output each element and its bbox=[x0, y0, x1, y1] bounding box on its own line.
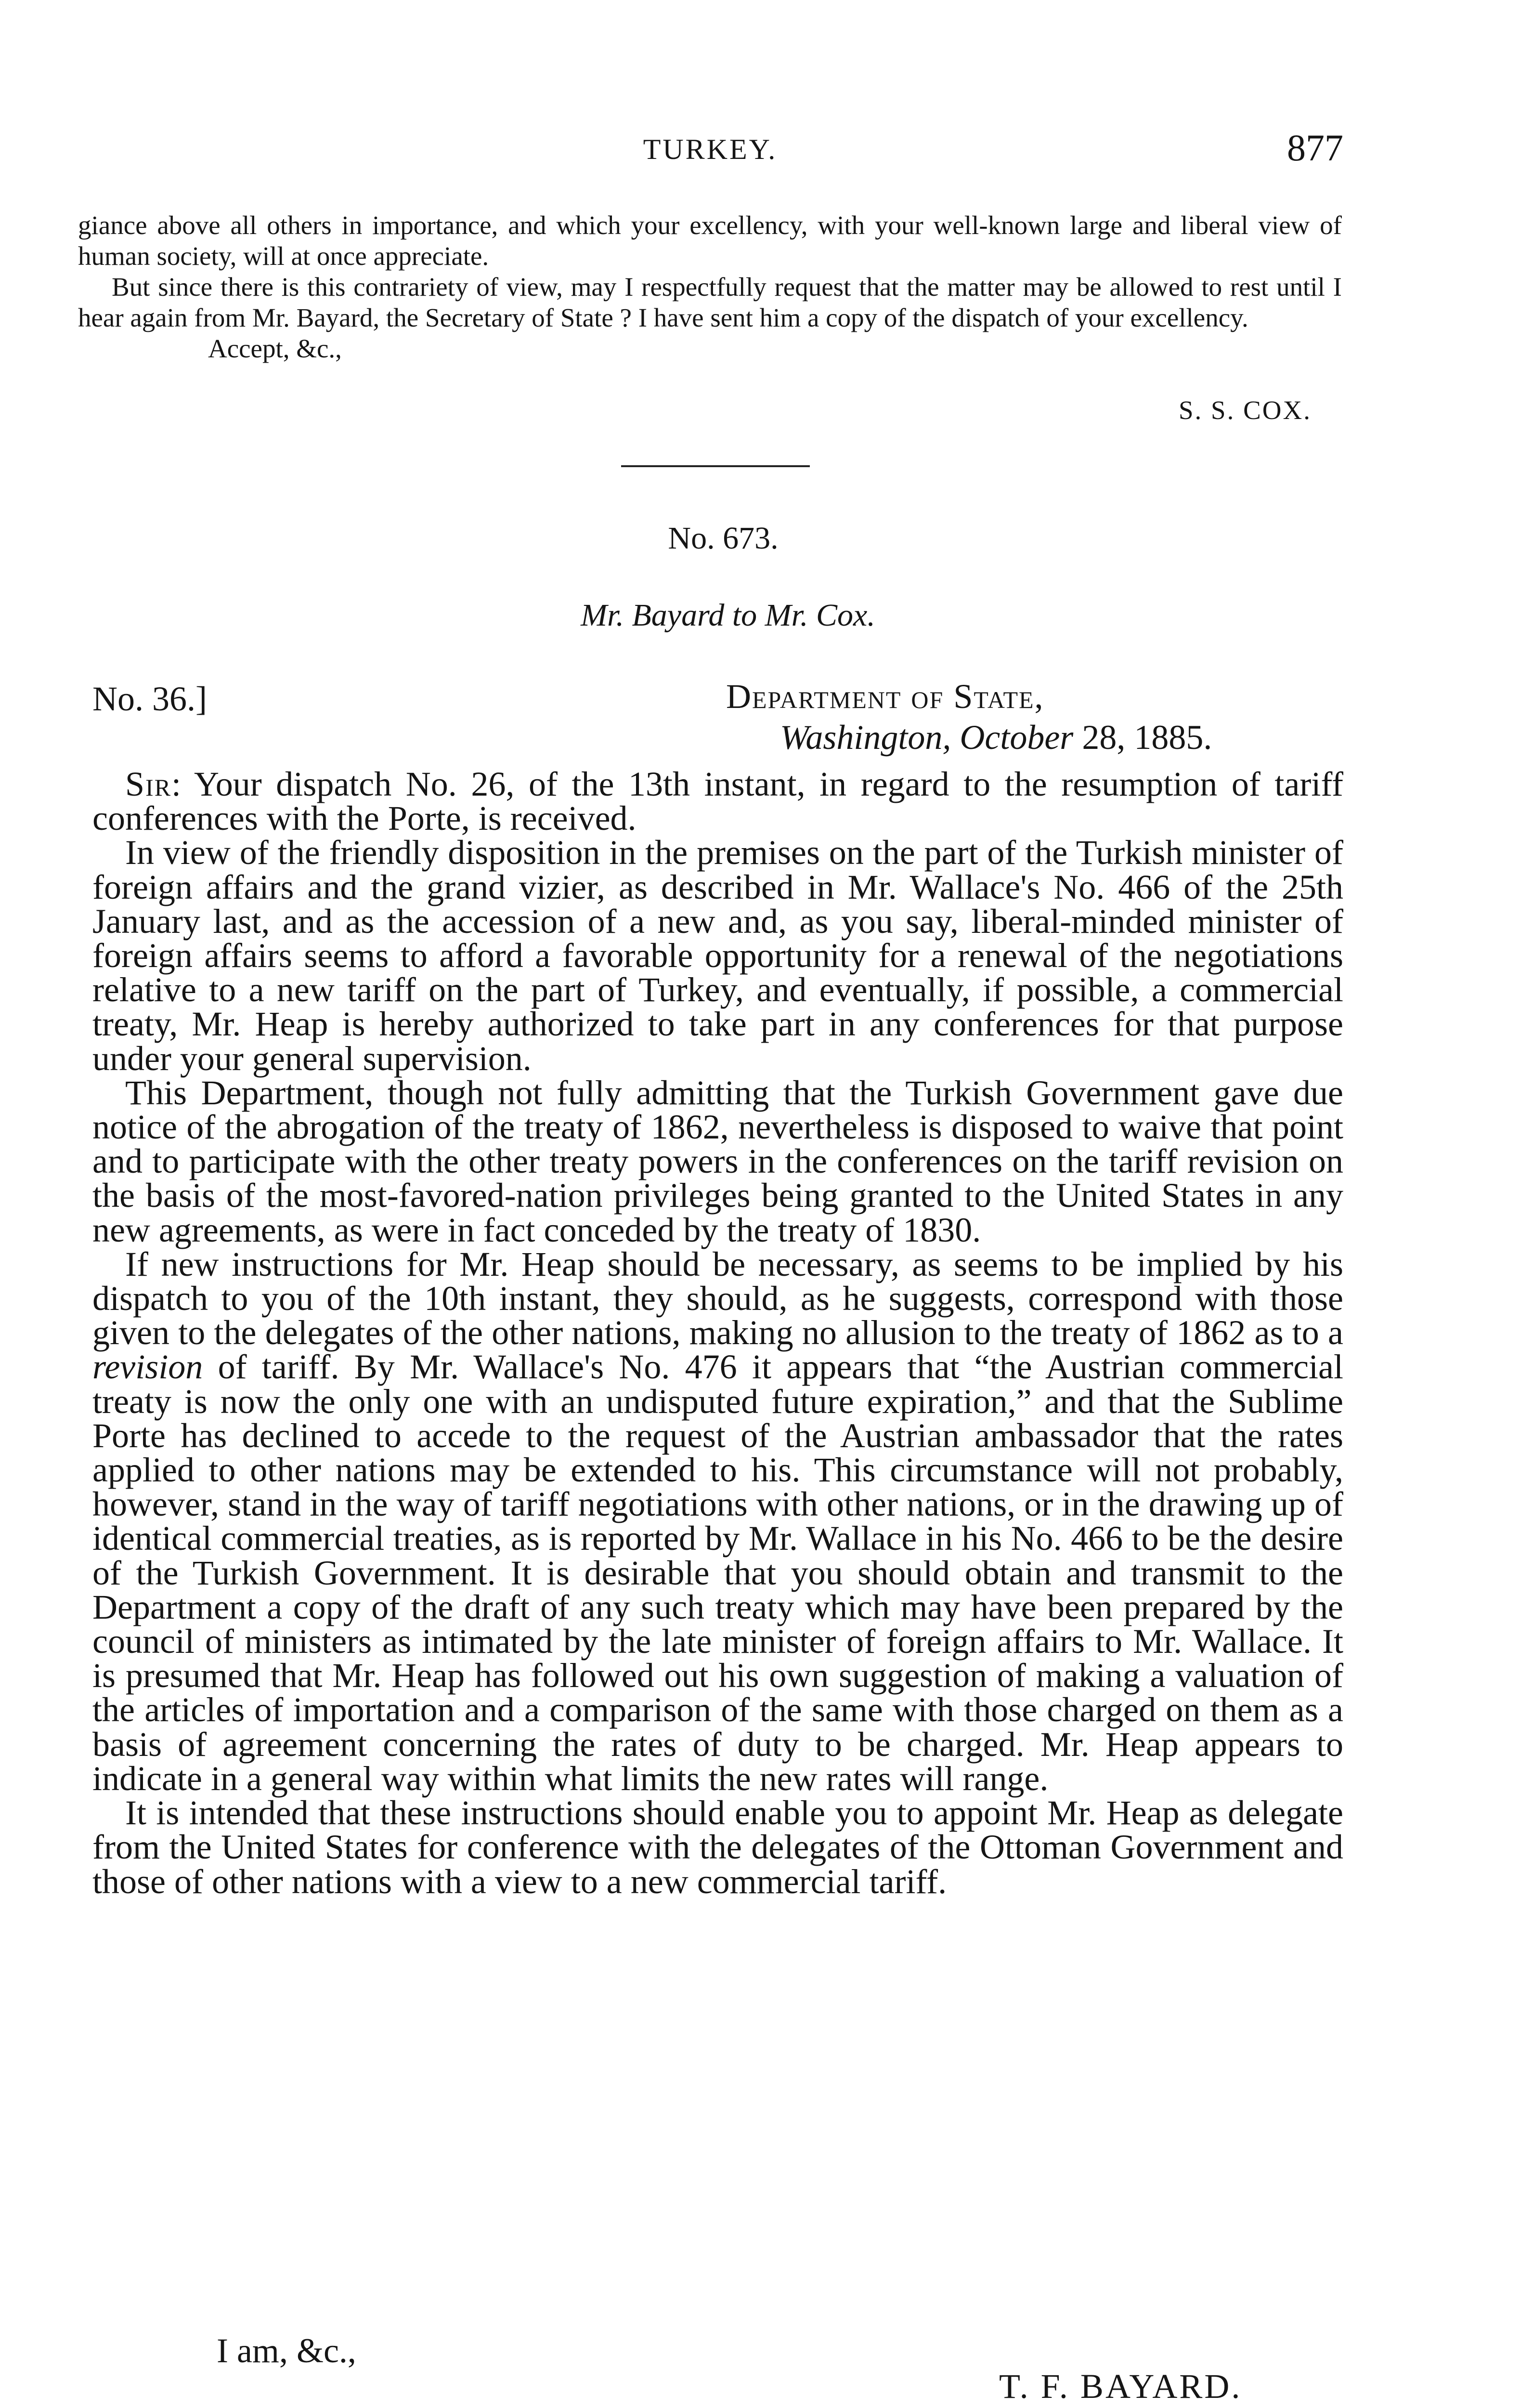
running-title: TURKEY. bbox=[643, 133, 778, 165]
previous-letter-paragraph: But since there is this contrariety of view, may I respectfully request that the matter may be allowed to rest until I hear again from Mr. Bayard, the Secretary of State ? I have sent him a copy of the dispatch of your excellency. bbox=[78, 272, 1342, 332]
italic-word: revision bbox=[92, 1348, 203, 1387]
document-subtitle: Mr. Bayard to Mr. Cox. bbox=[581, 598, 875, 633]
body-text: of tariff. By Mr. Wallace's No. 476 it appears that “the Austrian commercial treaty is now the only one with an undisputed future expiration,” and that the Sublime Porte has declined to accede to the request of the Austrian ambassador that the rates applied to other nations may be extended to his. This circumstance will not probably, however, stand in the way of tariff negotiations with other nations, or in the drawing up of identical commercial treaties, as is reported by Mr. Wallace in his No. 466 to be the desire of the Turkish Government. It is desirable that you should obtain and transmit to the Department a copy of the draft of any such treaty which may have been prepared by the council of ministers as intimated by the late minister of foreign affairs to Mr. Wallace. It is presumed that Mr. Heap has followed out his own suggestion of making a valuation of the articles of importation and a comparison of the same with those charged on them as a basis of agreement concerning the rates of duty to be charged. Mr. Heap appears to indicate in a general way within what limits the new rates will range. bbox=[92, 1348, 1343, 1798]
place: Washington, October bbox=[780, 718, 1074, 757]
body-paragraph: In view of the friendly disposition in the premises on the part of the Turkish minister of foreign affairs and the grand vizier, as described in Mr. Wallace's No. 466 of the 25th January last, and as the accession of a new and, as you say, liberal-minded minister of foreign affairs seems to afford a favorable opportunity for a renewal of the negotiations relative to a new tariff on the part of Turkey, and eventually, if possible, a commercial treaty, Mr. Heap is hereby authorized to take part in any conferences for that purpose under your general supervision. bbox=[92, 833, 1343, 1078]
body-paragraph: It is intended that these instructions should enable you to appoint Mr. Heap as delegate from the United States for conference with the delegates of the Ottoman Government and those of other nations with a view to a new commercial tariff. bbox=[92, 1793, 1343, 1901]
previous-letter-closing: Accept, &c., bbox=[208, 334, 342, 363]
letter-body bbox=[92, 767, 1343, 1899]
body-text: If new instructions for Mr. Heap should be necessary, as seems to be implied by his dispatch to you of the 10th instant, they should, as he suggests, correspond with those given to the delegates of the other nations, making no allusion to the treaty of 1862 as to a bbox=[92, 1244, 1343, 1352]
letter-signature: T. F. BAYARD. bbox=[999, 2367, 1242, 2406]
place-and-date bbox=[780, 718, 1212, 758]
body-paragraph bbox=[92, 767, 1343, 836]
previous-letter-paragraph: giance above all others in importance, and which your excellency, with your well-known large and liberal view of human society, will at once appreciate. bbox=[78, 210, 1342, 271]
previous-letter-signature: S. S. COX. bbox=[1178, 395, 1312, 425]
running-header bbox=[77, 126, 1343, 174]
salutation: Sir bbox=[125, 765, 172, 803]
document-number: No. 673. bbox=[668, 521, 779, 556]
body-paragraph bbox=[92, 1244, 1343, 1798]
body-paragraph: This Department, though not fully admitting that the Turkish Government gave due notice of the abrogation of the treaty of 1862, nevertheless is disposed to waive that point and to participate with the other treaty powers in the conferences on the tariff revision on the basis of the most-favored-nation privileges being granted to the United States in any new agreements, as were in fact conceded by the treaty of 1830. bbox=[92, 1073, 1343, 1249]
dispatch-number: No. 36.] bbox=[92, 680, 207, 718]
page-number: 877 bbox=[1287, 127, 1343, 169]
body-text: : Your dispatch No. 26, of the 13th instant, in regard to the resumption of tariff conferences with the Porte, is received. bbox=[92, 765, 1343, 838]
previous-letter-text bbox=[78, 210, 1342, 364]
letter-closing: I am, &c., bbox=[217, 2331, 356, 2370]
date: 28, 1885. bbox=[1082, 718, 1212, 757]
department-heading: Department of State, bbox=[726, 677, 1044, 716]
section-divider bbox=[621, 465, 810, 467]
